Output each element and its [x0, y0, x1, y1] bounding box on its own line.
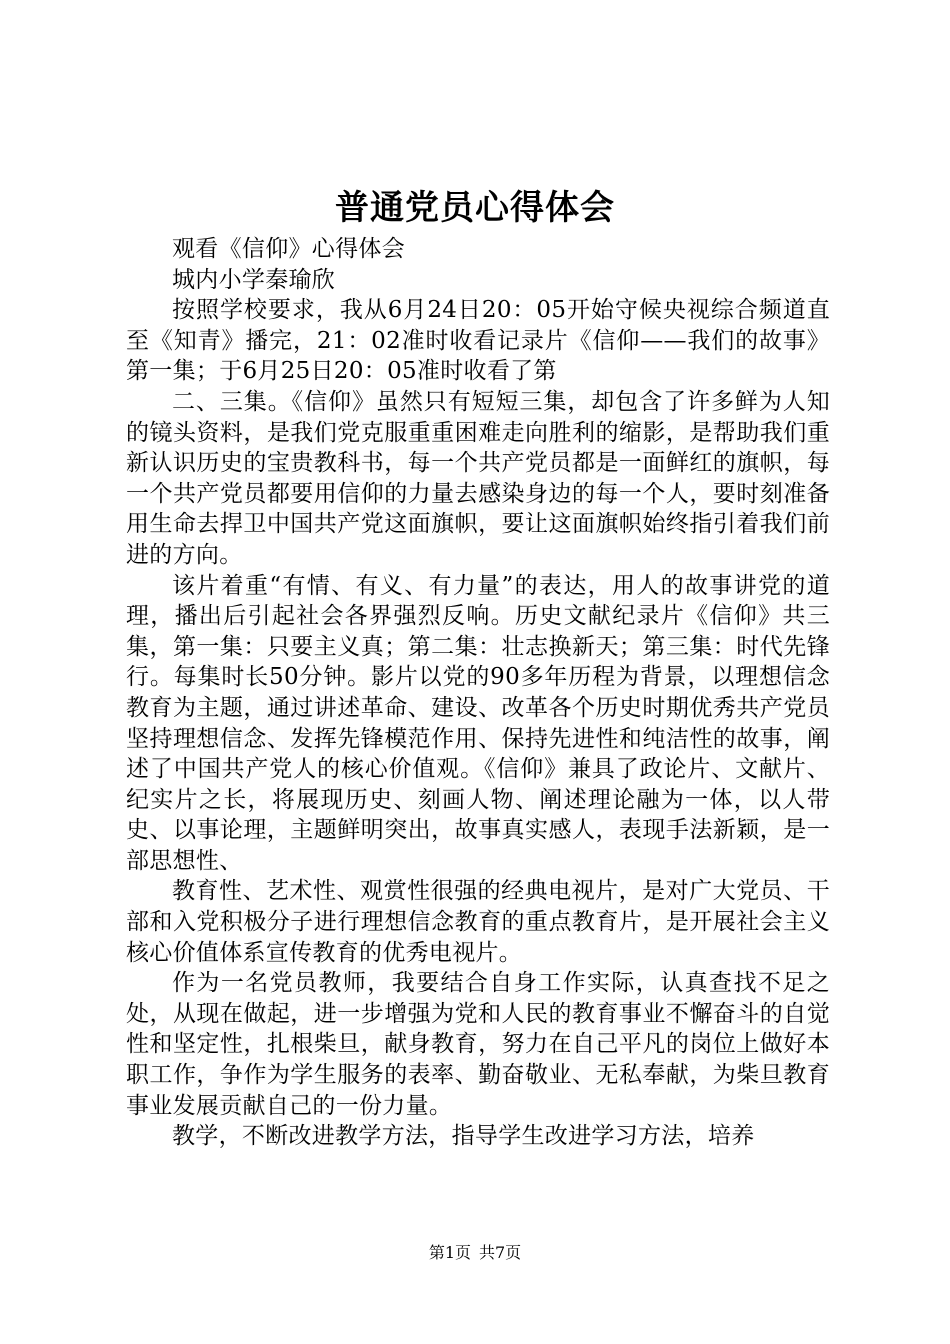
paragraph: 作为一名党员教师，我要结合自身工作实际，认真查找不足之处，从现在做起，进一步增强为党和人民的教育事业不懈奋斗的自觉性和坚定性，扎根柴旦，献身教育，努力在自己平凡的岗位上做好本职工作，争作为学生服务的表率、勤奋敬业、无私奉献，为柴旦教育事业发展贡献自己的一份力量。: [126, 970, 830, 1119]
page-footer: [0, 1242, 950, 1264]
paragraph: 二、三集。《信仰》虽然只有短短三集，却包含了许多鲜为人知的镜头资料，是我们党克服重重困难走向胜利的缩影，是帮助我们重新认识历史的宝贵教科书，每一个共产党员都是一面鲜红的旗帜，每一个共产党员都要用信仰的力量去感染身边的每一个人，要时刻准备用生命去捍卫中国共产党这面旗帜，要让这面旗帜始终指引着我们前进的方向。: [126, 388, 830, 568]
paragraph: 按照学校要求，我从6月24日20：05开始守候央视综合频道直至《知青》播完，21：02准时收看记录片《信仰——我们的故事》第一集；于6月25日20：05准时收看了第: [126, 297, 830, 385]
paragraph: 该片着重“有情、有义、有力量”的表达，用人的故事讲党的道理，播出后引起社会各界强烈反响。历史文献纪录片《信仰》共三集，第一集：只要主义真；第二集：壮志换新天；第三集：时代先锋行。每集时长50分钟。影片以党的90多年历程为背景，以理想信念教育为主题，通过讲述革命、建设、改革各个历史时期优秀共产党员坚持理想信念、发挥先锋模范作用、保持先进性和纯洁性的故事，阐述了中国共产党人的核心价值观。《信仰》兼具了政论片、文献片、纪实片之长，将展现历史、刻画人物、阐述理论融为一体，以人带史、以事论理，主题鲜明突出，故事真实感人，表现手法新颖，是一部思想性、: [126, 572, 830, 874]
document-body: [126, 234, 830, 1152]
document-title: 普通党员心得体会: [335, 188, 615, 228]
page-number: 第1页: [428, 1243, 471, 1262]
paragraph-subtitle: 观看《信仰》心得体会: [172, 236, 405, 262]
paragraph-author: 城内小学秦瑜欣: [172, 266, 336, 293]
page-total: 共7页: [479, 1243, 522, 1262]
paragraph: 教育性、艺术性、观赏性很强的经典电视片，是对广大党员、干部和入党积极分子进行理想信念教育的重点教育片，是开展社会主义核心价值体系宣传教育的优秀电视片。: [126, 878, 830, 966]
paragraph: 教学，不断改进教学方法，指导学生改进学习方法，培养: [172, 1123, 755, 1150]
